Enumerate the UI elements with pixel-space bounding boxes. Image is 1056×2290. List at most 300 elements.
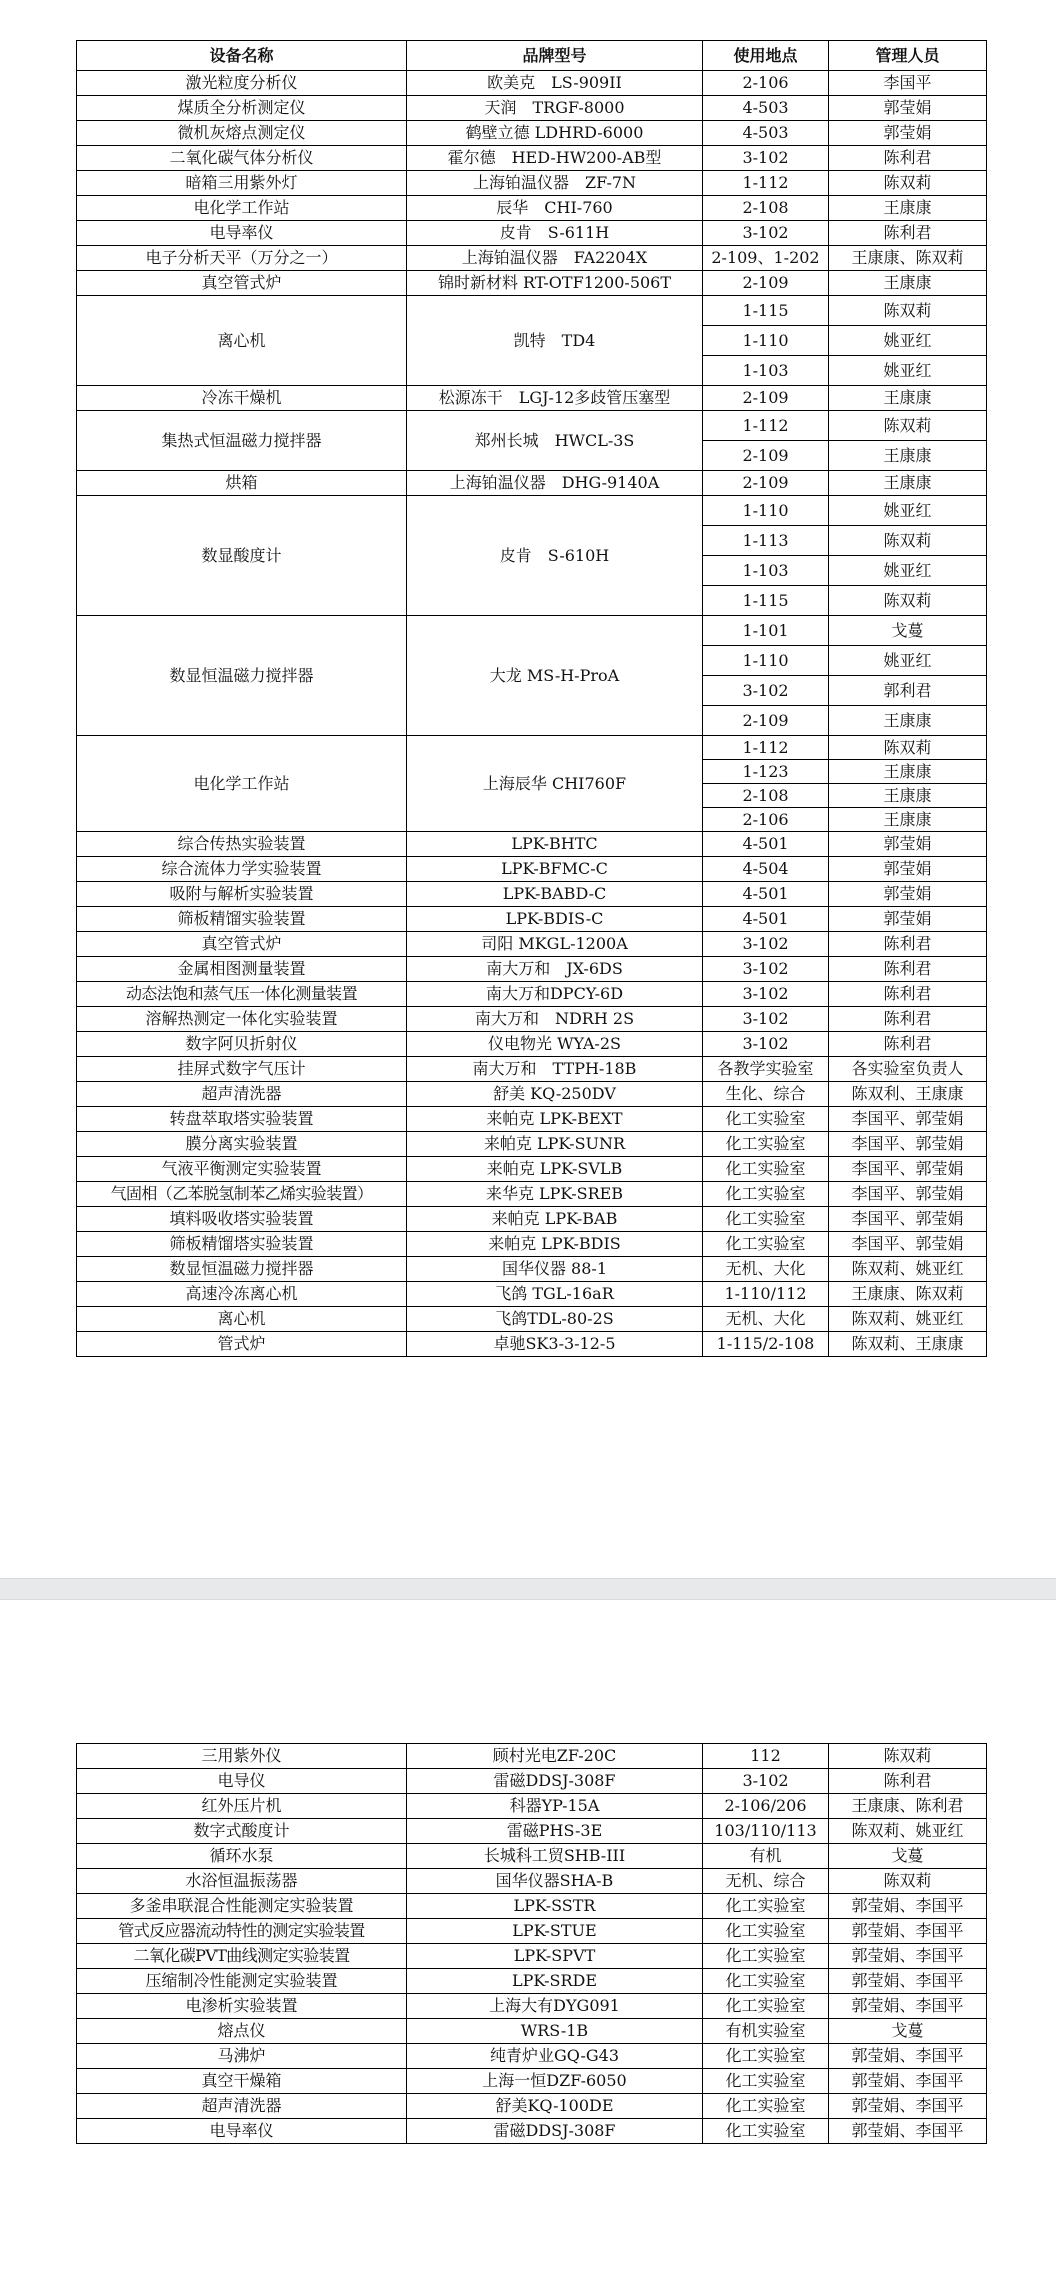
brand-model: 舒美KQ-100DE <box>407 2094 703 2119</box>
location: 2-109 <box>703 441 829 471</box>
location: 1-110 <box>703 326 829 356</box>
equipment-name: 数字式酸度计 <box>77 1819 407 1844</box>
location: 2-109 <box>703 706 829 736</box>
brand-model: 卓驰SK3-3-12-5 <box>407 1332 703 1357</box>
brand-model: 皮肯 S-611H <box>407 221 703 246</box>
location: 2-109 <box>703 271 829 296</box>
table-row <box>77 957 987 982</box>
equipment-name: 煤质全分析测定仪 <box>77 96 407 121</box>
equipment-name: 电化学工作站 <box>77 736 407 832</box>
equipment-name: 三用紫外仪 <box>77 1744 407 1769</box>
manager: 陈双莉、姚亚红 <box>829 1819 987 1844</box>
equipment-name: 电导仪 <box>77 1769 407 1794</box>
location: 1-112 <box>703 736 829 760</box>
location: 3-102 <box>703 982 829 1007</box>
manager: 王康康、陈双莉 <box>829 246 987 271</box>
location: 1-115 <box>703 586 829 616</box>
equipment-name: 筛板精馏实验装置 <box>77 907 407 932</box>
location: 112 <box>703 1744 829 1769</box>
manager: 王康康、陈双莉 <box>829 1282 987 1307</box>
manager: 陈双莉、姚亚红 <box>829 1307 987 1332</box>
manager: 郭利君 <box>829 676 987 706</box>
equipment-name: 数字阿贝折射仪 <box>77 1032 407 1057</box>
location: 1-110/112 <box>703 1282 829 1307</box>
location: 2-109 <box>703 386 829 411</box>
location: 化工实验室 <box>703 1132 829 1157</box>
location: 2-109 <box>703 471 829 496</box>
equipment-name: 水浴恒温振荡器 <box>77 1869 407 1894</box>
manager: 陈双莉 <box>829 526 987 556</box>
equipment-name: 电化学工作站 <box>77 196 407 221</box>
table-row <box>77 832 987 857</box>
manager: 郭莹娟 <box>829 857 987 882</box>
table-row <box>77 1007 987 1032</box>
location: 4-504 <box>703 857 829 882</box>
equipment-table-1 <box>76 40 987 1357</box>
manager: 陈双莉 <box>829 296 987 326</box>
table-row <box>77 146 987 171</box>
location: 1-115 <box>703 296 829 326</box>
brand-model: 国华仪器 88-1 <box>407 1257 703 1282</box>
location: 有机 <box>703 1844 829 1869</box>
brand-model: 松源冻干 LGJ-12多歧管压塞型 <box>407 386 703 411</box>
manager: 王康康 <box>829 706 987 736</box>
location: 1-103 <box>703 556 829 586</box>
equipment-name: 多釜串联混合性能测定实验装置 <box>77 1894 407 1919</box>
manager: 姚亚红 <box>829 356 987 386</box>
table-row <box>77 616 987 646</box>
brand-model: 锦时新材料 RT-OTF1200-506T <box>407 271 703 296</box>
brand-model: WRS-1B <box>407 2019 703 2044</box>
manager: 王康康 <box>829 196 987 221</box>
table-row <box>77 2019 987 2044</box>
equipment-name: 综合传热实验装置 <box>77 832 407 857</box>
table-row <box>77 96 987 121</box>
brand-model: 仪电物光 WYA-2S <box>407 1032 703 1057</box>
brand-model: 雷磁DDSJ-308F <box>407 1769 703 1794</box>
header-manager: 管理人员 <box>829 41 987 71</box>
equipment-name: 电导率仪 <box>77 2119 407 2144</box>
location: 1-123 <box>703 760 829 784</box>
table-row <box>77 1994 987 2019</box>
table-row <box>77 1307 987 1332</box>
table-row <box>77 1944 987 1969</box>
manager: 王康康 <box>829 808 987 832</box>
equipment-name: 超声清洗器 <box>77 1082 407 1107</box>
brand-model: 天润 TRGF-8000 <box>407 96 703 121</box>
brand-model: 辰华 CHI-760 <box>407 196 703 221</box>
manager: 戈蔓 <box>829 1844 987 1869</box>
table-row <box>77 982 987 1007</box>
brand-model: LPK-SRDE <box>407 1969 703 1994</box>
location: 各教学实验室 <box>703 1057 829 1082</box>
equipment-name: 熔点仪 <box>77 2019 407 2044</box>
table-row <box>77 1257 987 1282</box>
table-row <box>77 1232 987 1257</box>
table-row <box>77 1132 987 1157</box>
brand-model: LPK-SSTR <box>407 1894 703 1919</box>
manager: 王康康 <box>829 271 987 296</box>
location: 3-102 <box>703 221 829 246</box>
table-row <box>77 121 987 146</box>
table-row <box>77 932 987 957</box>
location: 3-102 <box>703 1007 829 1032</box>
equipment-name: 高速冷冻离心机 <box>77 1282 407 1307</box>
equipment-name: 数显酸度计 <box>77 496 407 616</box>
manager: 李国平、郭莹娟 <box>829 1232 987 1257</box>
equipment-name: 冷冻干燥机 <box>77 386 407 411</box>
brand-model: 来帕克 LPK-SVLB <box>407 1157 703 1182</box>
table-row <box>77 1082 987 1107</box>
manager: 郭莹娟、李国平 <box>829 2069 987 2094</box>
brand-model: 南大万和DPCY-6D <box>407 982 703 1007</box>
brand-model: 雷磁PHS-3E <box>407 1819 703 1844</box>
manager: 陈利君 <box>829 221 987 246</box>
location: 1-113 <box>703 526 829 556</box>
location: 2-106 <box>703 808 829 832</box>
table-row <box>77 736 987 760</box>
manager: 陈利君 <box>829 146 987 171</box>
table-row <box>77 1919 987 1944</box>
equipment-name: 综合流体力学实验装置 <box>77 857 407 882</box>
header-location: 使用地点 <box>703 41 829 71</box>
manager: 李国平、郭莹娟 <box>829 1107 987 1132</box>
table-row <box>77 1769 987 1794</box>
table-row <box>77 1744 987 1769</box>
manager: 李国平 <box>829 71 987 96</box>
location: 化工实验室 <box>703 2044 829 2069</box>
table-row <box>77 1819 987 1844</box>
brand-model: 大龙 MS-H-ProA <box>407 616 703 736</box>
manager: 王康康 <box>829 784 987 808</box>
table-row <box>77 1157 987 1182</box>
brand-model: 上海铂温仪器 ZF-7N <box>407 171 703 196</box>
manager: 郭莹娟、李国平 <box>829 2119 987 2144</box>
equipment-name: 填料吸收塔实验装置 <box>77 1207 407 1232</box>
brand-model: 来帕克 LPK-BEXT <box>407 1107 703 1132</box>
equipment-table-2 <box>76 1743 987 2144</box>
brand-model: 上海铂温仪器 DHG-9140A <box>407 471 703 496</box>
brand-model: 来帕克 LPK-BAB <box>407 1207 703 1232</box>
table-row <box>77 246 987 271</box>
location: 103/110/113 <box>703 1819 829 1844</box>
location: 1-112 <box>703 411 829 441</box>
equipment-name: 数显恒温磁力搅拌器 <box>77 1257 407 1282</box>
manager: 戈蔓 <box>829 2019 987 2044</box>
location: 3-102 <box>703 146 829 171</box>
brand-model: 郑州长城 HWCL-3S <box>407 411 703 471</box>
manager: 陈双莉 <box>829 171 987 196</box>
location: 化工实验室 <box>703 2094 829 2119</box>
brand-model: 上海大有DYG091 <box>407 1994 703 2019</box>
table-row <box>77 1057 987 1082</box>
location: 3-102 <box>703 1032 829 1057</box>
table-row <box>77 496 987 526</box>
location: 无机、综合 <box>703 1869 829 1894</box>
table-header-row <box>77 41 987 71</box>
table-row <box>77 411 987 441</box>
brand-model: 上海辰华 CHI760F <box>407 736 703 832</box>
manager: 陈利君 <box>829 957 987 982</box>
manager: 陈双莉 <box>829 586 987 616</box>
table-row <box>77 2044 987 2069</box>
table-row <box>77 1844 987 1869</box>
location: 1-112 <box>703 171 829 196</box>
manager: 李国平、郭莹娟 <box>829 1132 987 1157</box>
manager: 李国平、郭莹娟 <box>829 1207 987 1232</box>
table-row <box>77 1107 987 1132</box>
table-row <box>77 1332 987 1357</box>
manager: 陈利君 <box>829 1769 987 1794</box>
location: 无机、大化 <box>703 1257 829 1282</box>
equipment-name: 转盘萃取塔实验装置 <box>77 1107 407 1132</box>
header-brand-model: 品牌型号 <box>407 41 703 71</box>
equipment-name: 真空管式炉 <box>77 932 407 957</box>
brand-model: 纯青炉业GQ-G43 <box>407 2044 703 2069</box>
location: 3-102 <box>703 676 829 706</box>
table-body-1 <box>77 71 987 1357</box>
equipment-name: 动态法饱和蒸气压一体化测量装置 <box>77 982 407 1007</box>
location: 化工实验室 <box>703 1994 829 2019</box>
table-row <box>77 2069 987 2094</box>
manager: 陈利君 <box>829 1032 987 1057</box>
location: 化工实验室 <box>703 1157 829 1182</box>
manager: 姚亚红 <box>829 556 987 586</box>
equipment-name: 气液平衡测定实验装置 <box>77 1157 407 1182</box>
table-row <box>77 2094 987 2119</box>
brand-model: 上海铂温仪器 FA2204X <box>407 246 703 271</box>
location: 化工实验室 <box>703 1969 829 1994</box>
page-separator <box>0 1578 1056 1600</box>
manager: 郭莹娟、李国平 <box>829 1919 987 1944</box>
table-row <box>77 71 987 96</box>
equipment-name: 真空管式炉 <box>77 271 407 296</box>
brand-model: LPK-STUE <box>407 1919 703 1944</box>
manager: 郭莹娟 <box>829 832 987 857</box>
location: 化工实验室 <box>703 1107 829 1132</box>
table-row <box>77 907 987 932</box>
location: 4-501 <box>703 832 829 857</box>
manager: 郭莹娟 <box>829 907 987 932</box>
manager: 陈双莉、王康康 <box>829 1332 987 1357</box>
location: 1-103 <box>703 356 829 386</box>
manager: 郭莹娟、李国平 <box>829 1969 987 1994</box>
table-row <box>77 857 987 882</box>
location: 4-503 <box>703 121 829 146</box>
table-row <box>77 882 987 907</box>
location: 3-102 <box>703 932 829 957</box>
equipment-name: 超声清洗器 <box>77 2094 407 2119</box>
equipment-name: 压缩制冷性能测定实验装置 <box>77 1969 407 1994</box>
equipment-name: 数显恒温磁力搅拌器 <box>77 616 407 736</box>
equipment-name: 电子分析天平（万分之一） <box>77 246 407 271</box>
manager: 王康康 <box>829 760 987 784</box>
manager: 姚亚红 <box>829 646 987 676</box>
equipment-name: 吸附与解析实验装置 <box>77 882 407 907</box>
equipment-name: 管式反应器流动特性的测定实验装置 <box>77 1919 407 1944</box>
brand-model: 飞鸽TDL-80-2S <box>407 1307 703 1332</box>
table-row <box>77 1794 987 1819</box>
table-row <box>77 196 987 221</box>
equipment-name: 电导率仪 <box>77 221 407 246</box>
manager: 陈双莉 <box>829 1869 987 1894</box>
location: 3-102 <box>703 957 829 982</box>
table-row <box>77 1207 987 1232</box>
brand-model: 上海一恒DZF-6050 <box>407 2069 703 2094</box>
brand-model: 欧美克 LS-909II <box>407 71 703 96</box>
location: 2-108 <box>703 784 829 808</box>
equipment-name: 溶解热测定一体化实验装置 <box>77 1007 407 1032</box>
location: 1-110 <box>703 646 829 676</box>
manager: 戈蔓 <box>829 616 987 646</box>
equipment-name: 电渗析实验装置 <box>77 1994 407 2019</box>
equipment-name: 离心机 <box>77 1307 407 1332</box>
manager: 李国平、郭莹娟 <box>829 1182 987 1207</box>
location: 无机、大化 <box>703 1307 829 1332</box>
equipment-name: 马沸炉 <box>77 2044 407 2069</box>
manager: 陈双莉、姚亚红 <box>829 1257 987 1282</box>
manager: 郭莹娟、李国平 <box>829 1894 987 1919</box>
location: 生化、综合 <box>703 1082 829 1107</box>
manager: 陈双莉 <box>829 736 987 760</box>
location: 2-108 <box>703 196 829 221</box>
manager: 各实验室负责人 <box>829 1057 987 1082</box>
equipment-name: 筛板精馏塔实验装置 <box>77 1232 407 1257</box>
brand-model: 飞鸽 TGL-16aR <box>407 1282 703 1307</box>
manager: 王康康 <box>829 471 987 496</box>
manager: 郭莹娟、李国平 <box>829 1994 987 2019</box>
document-page-2 <box>0 1600 1056 2290</box>
location: 化工实验室 <box>703 1207 829 1232</box>
equipment-name: 真空干燥箱 <box>77 2069 407 2094</box>
location: 2-106/206 <box>703 1794 829 1819</box>
manager: 郭莹娟 <box>829 882 987 907</box>
equipment-name: 微机灰熔点测定仪 <box>77 121 407 146</box>
manager: 王康康 <box>829 386 987 411</box>
manager: 陈利君 <box>829 982 987 1007</box>
location: 1-115/2-108 <box>703 1332 829 1357</box>
brand-model: 南大万和 TTPH-18B <box>407 1057 703 1082</box>
brand-model: 南大万和 JX-6DS <box>407 957 703 982</box>
brand-model: 来华克 LPK-SREB <box>407 1182 703 1207</box>
equipment-name: 挂屏式数字气压计 <box>77 1057 407 1082</box>
equipment-name: 气固相（乙苯脱氢制苯乙烯实验装置） <box>77 1182 407 1207</box>
location: 4-501 <box>703 907 829 932</box>
manager: 陈利君 <box>829 1007 987 1032</box>
table-row <box>77 1032 987 1057</box>
brand-model: 鹤壁立德 LDHRD-6000 <box>407 121 703 146</box>
brand-model: 舒美 KQ-250DV <box>407 1082 703 1107</box>
table-row <box>77 1894 987 1919</box>
table-row <box>77 2119 987 2144</box>
manager: 陈利君 <box>829 932 987 957</box>
location: 化工实验室 <box>703 2069 829 2094</box>
manager: 郭莹娟 <box>829 121 987 146</box>
equipment-name: 红外压片机 <box>77 1794 407 1819</box>
header-equipment-name: 设备名称 <box>77 41 407 71</box>
manager: 王康康 <box>829 441 987 471</box>
manager: 姚亚红 <box>829 326 987 356</box>
location: 化工实验室 <box>703 1182 829 1207</box>
brand-model: LPK-SPVT <box>407 1944 703 1969</box>
brand-model: 霍尔德 HED-HW200-AB型 <box>407 146 703 171</box>
brand-model: 来帕克 LPK-SUNR <box>407 1132 703 1157</box>
location: 化工实验室 <box>703 1232 829 1257</box>
brand-model: LPK-BHTC <box>407 832 703 857</box>
location: 2-106 <box>703 71 829 96</box>
manager: 郭莹娟、李国平 <box>829 2044 987 2069</box>
location: 化工实验室 <box>703 1894 829 1919</box>
manager: 陈双利、王康康 <box>829 1082 987 1107</box>
location: 化工实验室 <box>703 1944 829 1969</box>
manager: 陈双莉 <box>829 411 987 441</box>
table-row <box>77 271 987 296</box>
brand-model: LPK-BDIS-C <box>407 907 703 932</box>
table-row <box>77 171 987 196</box>
manager: 姚亚红 <box>829 496 987 526</box>
location: 化工实验室 <box>703 1919 829 1944</box>
manager: 陈双莉 <box>829 1744 987 1769</box>
table-row <box>77 221 987 246</box>
table-row <box>77 1869 987 1894</box>
table-row <box>77 1282 987 1307</box>
table-row <box>77 1182 987 1207</box>
brand-model: 雷磁DDSJ-308F <box>407 2119 703 2144</box>
brand-model: LPK-BABD-C <box>407 882 703 907</box>
location: 3-102 <box>703 1769 829 1794</box>
manager: 李国平、郭莹娟 <box>829 1157 987 1182</box>
equipment-name: 管式炉 <box>77 1332 407 1357</box>
brand-model: 科器YP-15A <box>407 1794 703 1819</box>
equipment-name: 暗箱三用紫外灯 <box>77 171 407 196</box>
table-row <box>77 296 987 326</box>
brand-model: 司阳 MKGL-1200A <box>407 932 703 957</box>
equipment-name: 膜分离实验装置 <box>77 1132 407 1157</box>
equipment-name: 循环水泵 <box>77 1844 407 1869</box>
location: 1-101 <box>703 616 829 646</box>
location: 有机实验室 <box>703 2019 829 2044</box>
brand-model: 国华仪器SHA-B <box>407 1869 703 1894</box>
brand-model: 南大万和 NDRH 2S <box>407 1007 703 1032</box>
location: 2-109、1-202 <box>703 246 829 271</box>
equipment-name: 集热式恒温磁力搅拌器 <box>77 411 407 471</box>
brand-model: 顾村光电ZF-20C <box>407 1744 703 1769</box>
location: 4-501 <box>703 882 829 907</box>
location: 1-110 <box>703 496 829 526</box>
equipment-name: 激光粒度分析仪 <box>77 71 407 96</box>
manager: 郭莹娟、李国平 <box>829 1944 987 1969</box>
brand-model: 皮肯 S-610H <box>407 496 703 616</box>
equipment-name: 二氧化碳PVT曲线测定实验装置 <box>77 1944 407 1969</box>
manager: 郭莹娟、李国平 <box>829 2094 987 2119</box>
brand-model: 长城科工贸SHB-III <box>407 1844 703 1869</box>
manager: 郭莹娟 <box>829 96 987 121</box>
table-row <box>77 1969 987 1994</box>
brand-model: 来帕克 LPK-BDIS <box>407 1232 703 1257</box>
manager: 王康康、陈利君 <box>829 1794 987 1819</box>
location: 4-503 <box>703 96 829 121</box>
equipment-name: 二氧化碳气体分析仪 <box>77 146 407 171</box>
brand-model: LPK-BFMC-C <box>407 857 703 882</box>
table-row <box>77 386 987 411</box>
equipment-name: 金属相图测量装置 <box>77 957 407 982</box>
table-body-2 <box>77 1744 987 2144</box>
table-row <box>77 471 987 496</box>
brand-model: 凯特 TD4 <box>407 296 703 386</box>
equipment-name: 离心机 <box>77 296 407 386</box>
location: 化工实验室 <box>703 2119 829 2144</box>
equipment-name: 烘箱 <box>77 471 407 496</box>
